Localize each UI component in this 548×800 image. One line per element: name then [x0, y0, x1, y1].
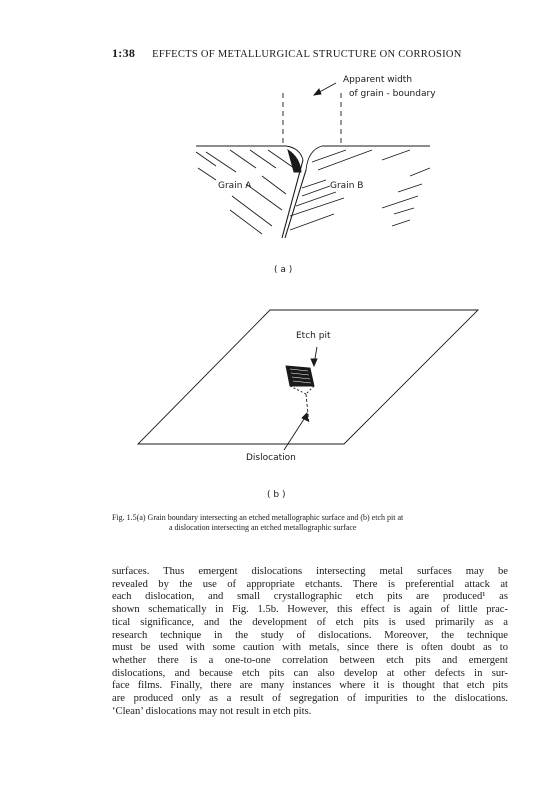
body-line: are produced only as a result of segregation of impurities to the dislocations.	[112, 693, 508, 705]
grain-a-label: Grain A	[218, 181, 252, 191]
etch-pit-arrowhead	[311, 359, 317, 366]
body-line: shown schematically in Fig. 1.5b. However, this effect is again of little prac-	[112, 604, 508, 616]
body-line: must be used with some caution with metals, since there is often doubt as to	[112, 642, 508, 654]
apparent-width-label-line2: of grain - boundary	[349, 89, 436, 99]
figure-b-panel-label: ( b )	[267, 490, 286, 500]
body-line: research technique in the study of dislocations. Moreover, the technique	[112, 629, 508, 641]
caption-line-2: a dislocation intersecting an etched metallographic surface	[169, 523, 357, 532]
body-line: tical significance, and the development of etch pits is used primarily as a	[112, 616, 508, 628]
body-line: ‘Clean’ dislocations may not result in etch pits.	[112, 705, 312, 717]
grain-a-surface	[196, 146, 303, 160]
body-line: each dislocation, and small crystallographic etch pits are produced¹ as	[112, 591, 508, 603]
apparent-width-label-line1: Apparent width	[343, 75, 413, 85]
figure-caption	[112, 513, 502, 533]
figure-a-drawing	[196, 83, 430, 238]
body-line: face films. Finally, there are many instances where it is thought that etch pits	[112, 680, 508, 692]
etch-pit-label: Etch pit	[296, 331, 331, 341]
apparent-width-arrowhead	[314, 89, 321, 95]
dislocation-label: Dislocation	[246, 453, 296, 463]
grain-b-label: Grain B	[330, 181, 364, 191]
caption-line-1: Fig. 1.5(a) Grain boundary intersecting an etched metallographic surface and (b) etch pit at	[112, 513, 404, 522]
page-number: 1:38	[112, 46, 136, 60]
body-line: revealed by the use of appropriate etchants. There is preferential attack at	[112, 578, 508, 590]
dislocation-arrowhead	[302, 413, 308, 421]
running-title: EFFECTS OF METALLURGICAL STRUCTURE ON CORROSION	[152, 49, 462, 60]
pit-hidden-edge-right	[306, 386, 314, 394]
grain-a-hatching	[196, 150, 294, 234]
body-line: surfaces. Thus emergent dislocations intersecting metal surfaces may be	[112, 566, 508, 577]
figure-a-panel-label: ( a )	[274, 265, 293, 275]
body-paragraph	[112, 566, 508, 718]
body-line: whether there is a one-to-one correlation between etch pits and emergent	[112, 654, 508, 666]
grain-boundary-groove	[288, 150, 301, 172]
pit-hidden-edge-left	[290, 386, 306, 394]
dislocation-arrow	[284, 416, 306, 450]
body-line: dislocations, and because etch pits can also develop at other defects in sur-	[112, 667, 508, 679]
